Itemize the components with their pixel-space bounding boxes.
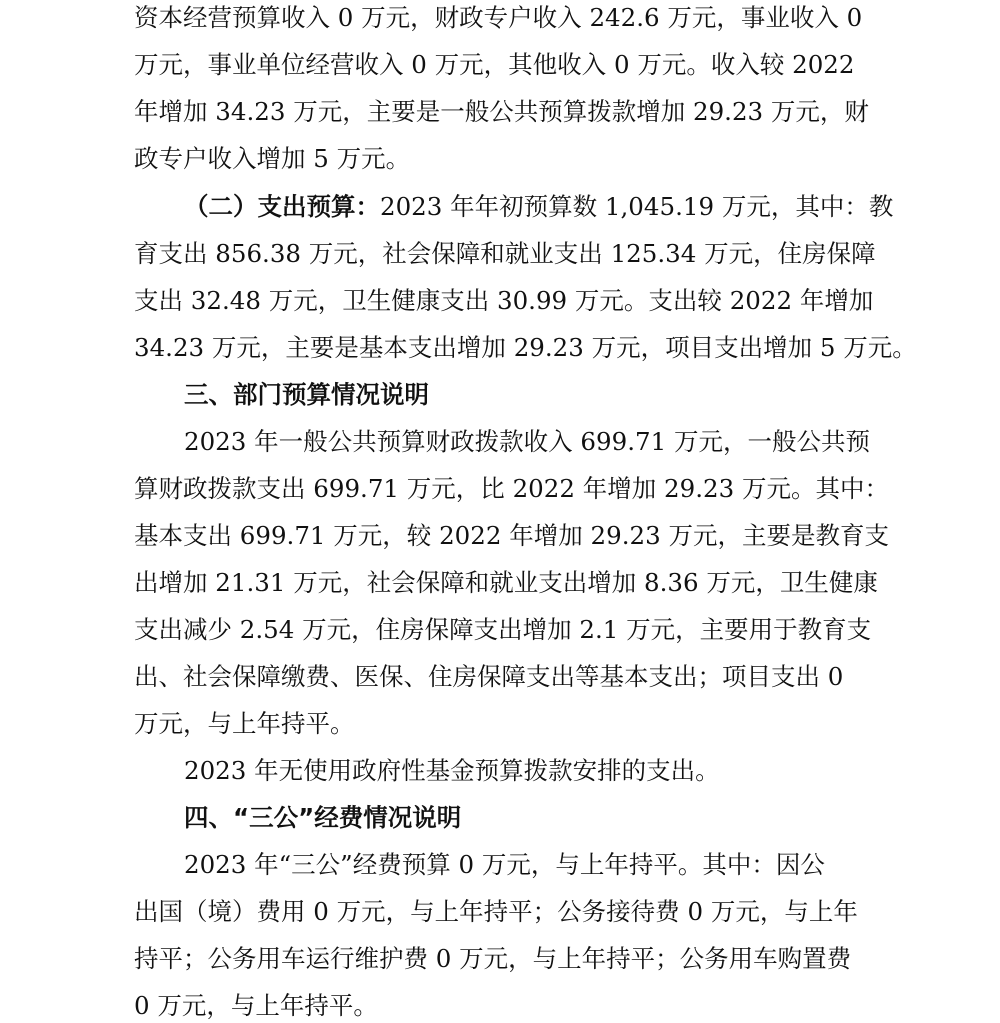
text-line: 万元，事业单位经营收入 0 万元，其他收入 0 万元。收入较 2022 bbox=[134, 50, 855, 79]
text-line: 算财政拨款支出 699.71 万元，比 2022 年增加 29.23 万元。其中： bbox=[134, 474, 889, 503]
text-line: 持平；公务用车运行维护费 0 万元，与上年持平；公务用车购置费 bbox=[134, 944, 852, 973]
text-line: 2023 年无使用政府性基金预算拨款安排的支出。 bbox=[184, 756, 720, 785]
section-heading: 三、部门预算情况说明 bbox=[184, 380, 429, 409]
text-line: 政专户收入增加 5 万元。 bbox=[134, 144, 411, 173]
text-line: 0 万元，与上年持平。 bbox=[134, 991, 378, 1020]
text-line: 出增加 21.31 万元，社会保障和就业支出增加 8.36 万元，卫生健康 bbox=[134, 568, 878, 597]
text-line: 支出减少 2.54 万元，住房保障支出增加 2.1 万元，主要用于教育支 bbox=[134, 615, 872, 644]
subsection-heading: （二）支出预算： bbox=[184, 192, 380, 221]
text-line: 资本经营预算收入 0 万元，财政专户收入 242.6 万元，事业收入 0 bbox=[134, 3, 863, 32]
section-heading: 四、“三公”经费情况说明 bbox=[184, 803, 462, 832]
text-line: 34.23 万元，主要是基本支出增加 29.23 万元，项目支出增加 5 万元。 bbox=[134, 333, 917, 362]
text-line: 育支出 856.38 万元，社会保障和就业支出 125.34 万元，住房保障 bbox=[134, 239, 876, 268]
text-line: 基本支出 699.71 万元，较 2022 年增加 29.23 万元，主要是教育支 bbox=[134, 521, 889, 550]
text-line: 支出 32.48 万元，卫生健康支出 30.99 万元。支出较 2022 年增加 bbox=[134, 286, 874, 315]
text-line: 2023 年一般公共预算财政拨款收入 699.71 万元，一般公共预 bbox=[184, 427, 870, 456]
section-line bbox=[184, 192, 893, 222]
text-line: 出、社会保障缴费、医保、住房保障支出等基本支出；项目支出 0 bbox=[134, 662, 844, 691]
text-line: 万元，与上年持平。 bbox=[134, 709, 355, 738]
text-line: 年增加 34.23 万元，主要是一般公共预算拨款增加 29.23 万元，财 bbox=[134, 97, 869, 126]
text-line: 2023 年“三公”经费预算 0 万元，与上年持平。其中：因公 bbox=[184, 850, 825, 879]
text-run: 2023 年年初预算数 1,045.19 万元，其中：教 bbox=[380, 192, 894, 221]
text-line: 出国（境）费用 0 万元，与上年持平；公务接待费 0 万元，与上年 bbox=[134, 897, 858, 926]
